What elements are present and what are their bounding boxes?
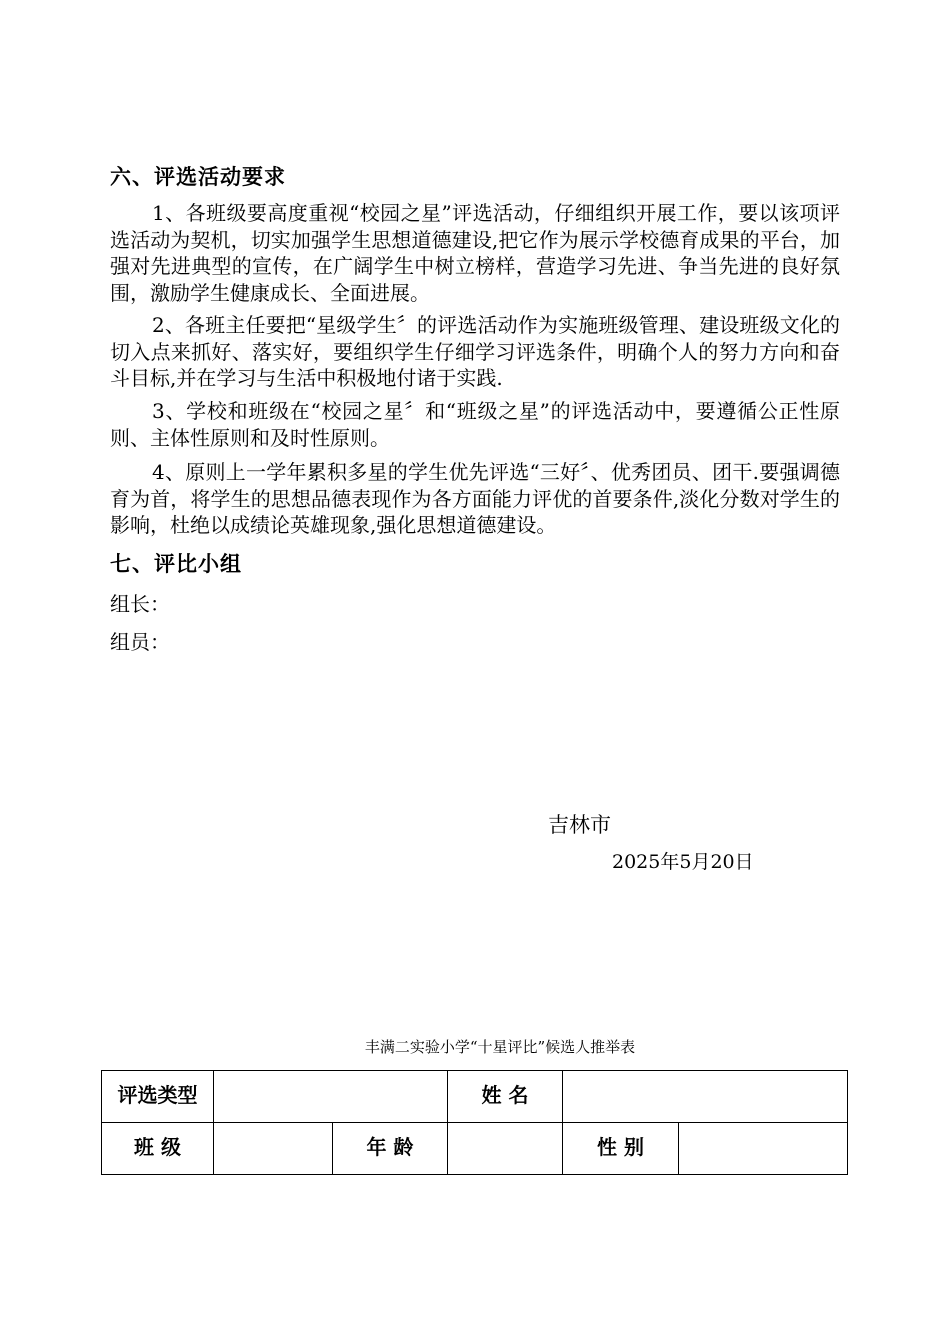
table-row xyxy=(102,1071,848,1123)
paragraph-1: 1、各班级要高度重视“校园之星”评选活动，仔细组织开展工作，要以该项评选活动为契机，切实加强学生思想道德建设,把它作为展示学校德育成果的平台，加强对先进典型的宣传，在广阔学生中树立榜样，营造学习先进、争当先进的良好氛围，激励学生健康成长、全面进展。 xyxy=(110,201,840,305)
section7-heading: 七、评比小组 xyxy=(110,552,242,576)
class-label-cell: 班 级 xyxy=(102,1123,214,1175)
form-caption: 丰满二实验小学“十星评比”候选人推举表 xyxy=(364,1038,636,1056)
leader-label: 组长： xyxy=(110,592,170,616)
age-value-cell[interactable] xyxy=(448,1123,563,1175)
gender-value-cell[interactable] xyxy=(679,1123,848,1175)
nomination-form-table xyxy=(101,1070,848,1175)
name-value-cell[interactable] xyxy=(563,1071,848,1123)
age-label-cell: 年 龄 xyxy=(333,1123,448,1175)
members-label: 组员： xyxy=(110,630,170,654)
paragraph-3: 3、学校和班级在“校园之星〞和“班级之星”的评选活动中，要遵循公正性原则、主体性原则和及时性原则。 xyxy=(110,399,840,450)
signature-city: 吉林市 xyxy=(548,813,611,837)
name-label-cell: 姓 名 xyxy=(448,1071,563,1123)
section6-heading: 六、评选活动要求 xyxy=(110,165,286,189)
paragraph-2: 2、各班主任要把“星级学生〞的评选活动作为实施班级管理、建设班级文化的切入点来抓好、落实好，要组织学生仔细学习评选条件，明确个人的努力方向和奋斗目标,并在学习与生活中积极地付诸于实践. xyxy=(110,313,840,390)
type-label-cell: 评选类型 xyxy=(102,1071,214,1123)
gender-label-cell: 性 别 xyxy=(563,1123,679,1175)
class-value-cell[interactable] xyxy=(214,1123,333,1175)
signature-date: 2025年5月20日 xyxy=(612,851,754,873)
type-value-cell[interactable] xyxy=(214,1071,448,1123)
table-row xyxy=(102,1123,848,1175)
paragraph-4: 4、原则上一学年累积多星的学生优先评选“三好〞、优秀团员、团干.要强调德育为首，将学生的思想品德表现作为各方面能力评优的首要条件,淡化分数对学生的影响，杜绝以成绩论英雄现象,强化思想道德建设。 xyxy=(110,460,840,537)
